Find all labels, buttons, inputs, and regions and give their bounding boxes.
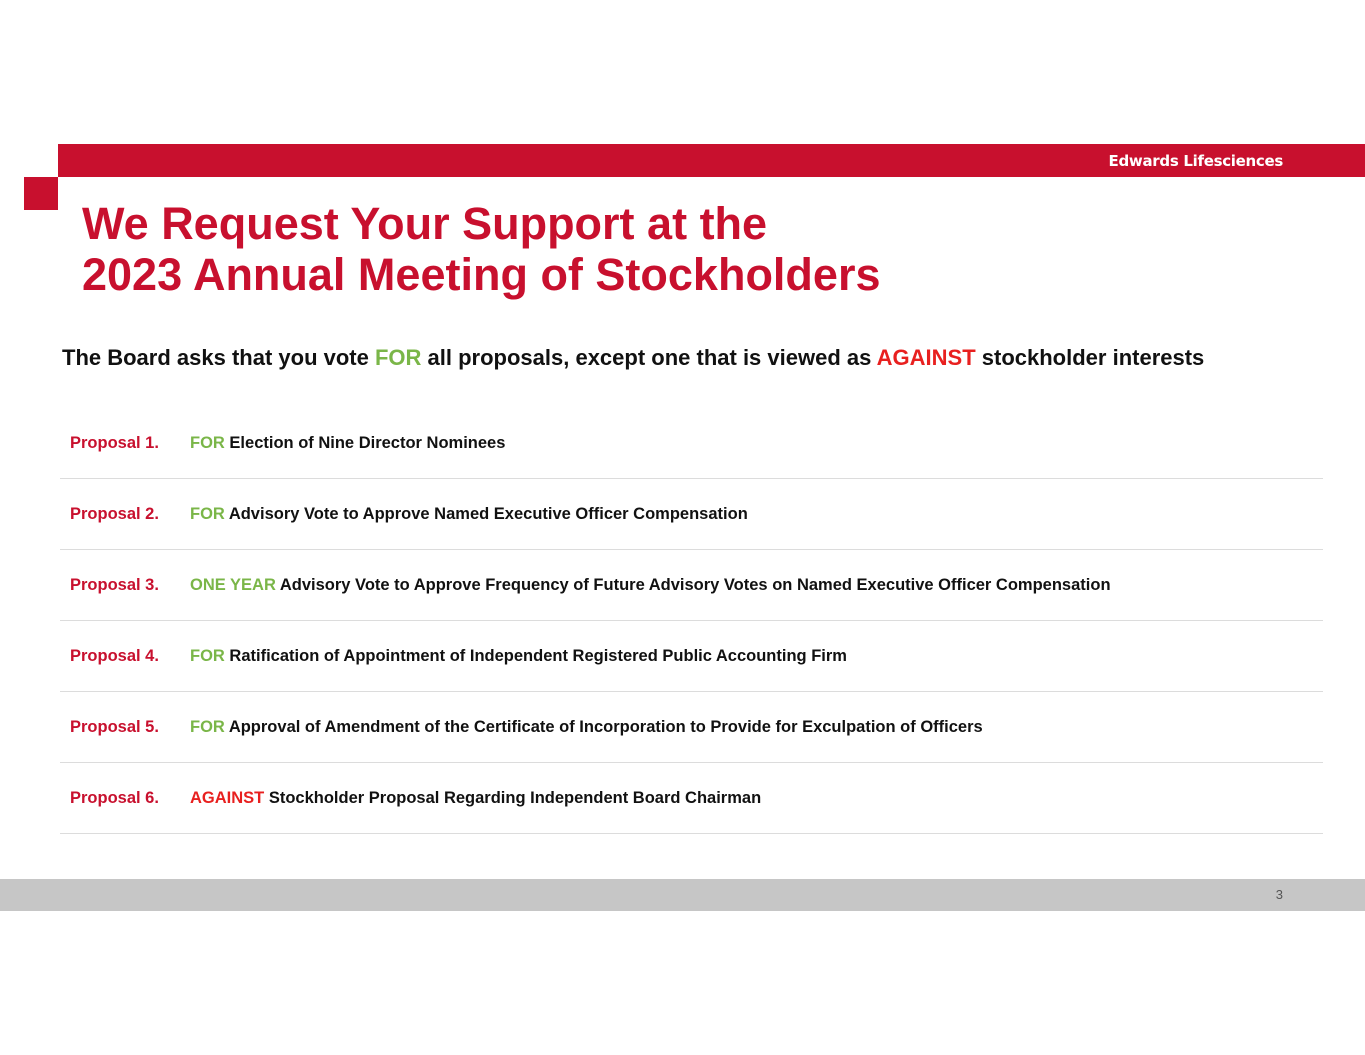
proposal-description: Election of Nine Director Nominees — [224, 434, 506, 452]
subtitle-against: AGAINST — [876, 345, 976, 370]
proposal-description: Approval of Amendment of the Certificate of Incorporation to Provide for Exculpation of Officers — [224, 718, 983, 736]
proposal-description: Advisory Vote to Approve Named Executive Officer Compensation — [224, 505, 748, 523]
proposal-recommendation: AGAINST — [190, 789, 265, 807]
subtitle-part-1: The Board asks that you vote — [62, 345, 375, 370]
proposal-row-1 — [60, 408, 1323, 479]
proposal-number: Proposal 2. — [70, 505, 159, 523]
page-title — [82, 198, 881, 300]
proposal-description: Stockholder Proposal Regarding Independent Board Chairman — [264, 789, 762, 807]
title-line-2: 2023 Annual Meeting of Stockholders — [82, 249, 881, 300]
proposal-number: Proposal 1. — [70, 434, 159, 452]
proposal-recommendation: FOR — [190, 718, 225, 736]
proposal-text — [190, 647, 847, 666]
proposal-number: Proposal 5. — [70, 718, 159, 736]
proposal-number: Proposal 3. — [70, 576, 159, 594]
proposal-text — [190, 434, 505, 453]
proposal-text — [190, 718, 983, 737]
page-number: 3 — [1275, 887, 1283, 902]
proposal-row-2 — [60, 479, 1323, 550]
subtitle-part-2: all proposals, except one that is viewed as — [421, 345, 877, 370]
proposal-row-5 — [60, 692, 1323, 763]
proposal-recommendation: FOR — [190, 434, 225, 452]
proposal-text — [190, 505, 748, 524]
subtitle-part-3: stockholder interests — [975, 345, 1205, 370]
proposal-row-3 — [60, 550, 1323, 621]
board-recommendation-statement — [62, 344, 1204, 372]
subtitle-for: FOR — [374, 345, 422, 370]
proposal-row-4 — [60, 621, 1323, 692]
proposal-recommendation: ONE YEAR — [190, 576, 276, 594]
proposal-description: Advisory Vote to Approve Frequency of Future Advisory Votes on Named Executive Officer Compensation — [275, 576, 1111, 594]
proposal-row-6 — [60, 763, 1323, 834]
proposal-recommendation: FOR — [190, 647, 225, 665]
proposal-number: Proposal 6. — [70, 789, 159, 807]
proposal-description: Ratification of Appointment of Independent Registered Public Accounting Firm — [224, 647, 847, 665]
title-line-1: We Request Your Support at the — [82, 198, 768, 249]
proposal-recommendation: FOR — [190, 505, 225, 523]
brand-logo-text: Edwards Lifesciences — [1108, 152, 1283, 170]
footer-bar — [0, 879, 1365, 911]
corner-accent-square — [24, 177, 58, 210]
proposal-number: Proposal 4. — [70, 647, 159, 665]
proposal-text — [190, 789, 761, 808]
proposal-list — [60, 408, 1323, 834]
proposal-text — [190, 576, 1111, 595]
